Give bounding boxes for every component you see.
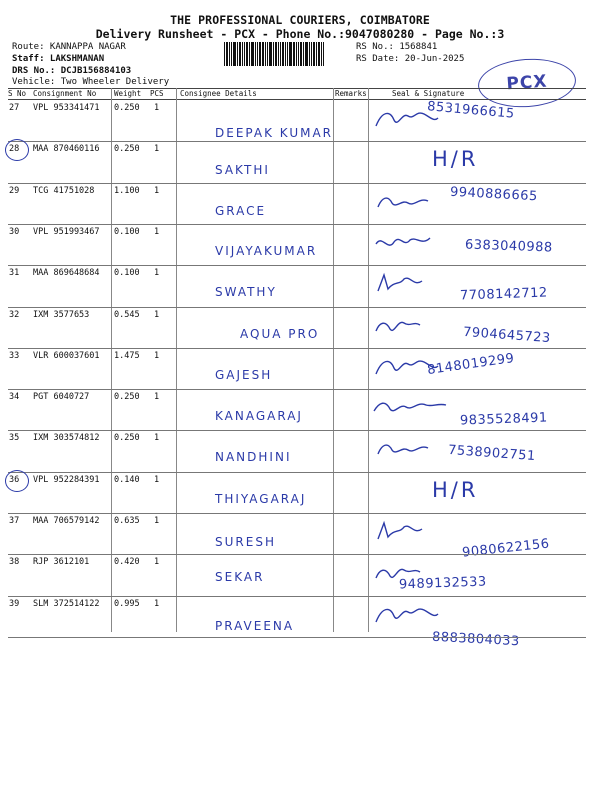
cell-pcs: 1 [154,557,160,568]
cell-pcs: 1 [154,144,160,155]
phone-handwritten: 7904645723 [462,324,552,346]
cell-sno: 31 [9,268,20,279]
header-rule-bottom [8,99,586,100]
row-rule [8,430,586,431]
consignee-handwritten: VIJAYAKUMAR [215,243,318,258]
cell-consignment: PGT 6040727 [33,392,90,403]
cell-weight: 0.250 [114,103,140,113]
phone-handwritten: 8148019299 [426,350,516,378]
cell-sno: 32 [9,309,20,320]
col-header-pcs: PCS [150,89,164,98]
cell-pcs: 1 [154,268,160,279]
consignee-handwritten: SAKTHI [215,163,270,178]
route-label: Route: KANNAPPA NAGAR [12,42,126,52]
vehicle-label: Vehicle: Two Wheeler Delivery [12,77,170,87]
cell-sno: 38 [9,557,20,568]
cell-consignment: RJP 3612101 [33,557,90,568]
cell-pcs: 1 [154,516,160,526]
company-title: THE PROFESSIONAL COURIERS, COIMBATORE [170,13,430,27]
cell-sno: 33 [9,350,20,361]
consignee-handwritten: SWATHY [215,285,277,300]
cell-consignment: SLM 372514122 [33,598,100,609]
cell-pcs: 1 [154,350,160,361]
col-sep [333,88,334,632]
cell-weight: 0.635 [114,516,140,526]
hr-mark: H/R [432,147,479,172]
col-header-consignee: Consignee Details [180,89,257,98]
row-rule [8,596,586,597]
col-header-consignment: Consignment No [33,89,97,98]
consignee-handwritten: SURESH [215,535,276,549]
cell-consignment: TCG 41751028 [33,185,95,196]
phone-handwritten: 8531966615 [426,99,516,122]
phone-handwritten: 9080622156 [461,536,551,561]
col-header-seal: Seal & Signature [392,89,465,98]
consignee-handwritten: DEEPAK KUMAR [215,126,333,140]
barcode [224,42,350,66]
consignee-handwritten: NANDHINI [215,450,292,465]
signature-scribble [372,602,452,630]
row-circle-mark [5,139,29,161]
signature-scribble [372,189,452,217]
consignee-handwritten: PRAVEENA [215,618,295,633]
row-rule [8,513,586,514]
cell-consignment: IXM 303574812 [33,433,100,444]
hr-mark: H/R [432,477,479,502]
signature-scribble [372,519,452,547]
row-rule [8,472,586,473]
cell-sno: 36 [9,474,20,485]
cell-weight: 0.250 [114,144,140,155]
signature-scribble [372,436,452,464]
cell-weight: 0.140 [114,474,140,485]
cell-pcs: 1 [154,185,160,196]
consignee-handwritten: KANAGARAJ [215,409,303,424]
staff-label: Staff: LAKSHMANAN [12,54,105,64]
col-sep [368,88,369,632]
rs-number: RS No.: 1568841 [356,42,438,52]
cell-pcs: 1 [154,598,160,609]
cell-sno: 29 [9,185,20,196]
row-rule [8,265,586,266]
cell-consignment: MAA 870460116 [33,144,100,155]
row-rule [8,141,586,142]
cell-consignment: MAA 869648684 [33,268,100,279]
phone-handwritten: 9835528491 [459,410,548,429]
runsheet-title: Delivery Runsheet - PCX - Phone No.:9047080280 - Page No.:3 [95,27,505,41]
cell-pcs: 1 [154,433,160,444]
cell-sno: 28 [9,144,20,155]
cell-consignment: VPL 953341471 [33,103,100,113]
consignee-handwritten: GAJESH [215,367,273,382]
phone-handwritten: 7708142712 [459,285,548,304]
cell-consignment: MAA 706579142 [33,516,100,526]
cell-weight: 0.250 [114,433,140,444]
cell-sno: 39 [9,598,20,609]
row-rule [8,224,586,225]
col-header-weight: Weight [114,89,142,98]
row-rule [8,554,586,555]
cell-weight: 0.995 [114,598,140,609]
col-sep [111,88,112,632]
cell-weight: 0.420 [114,557,140,568]
cell-weight: 0.100 [114,226,140,237]
row-rule [8,637,586,638]
cell-pcs: 1 [154,392,160,403]
row-rule [8,183,586,184]
phone-handwritten: 9940886665 [449,184,539,204]
phone-handwritten: 8883804033 [431,629,521,649]
col-sep [176,88,177,632]
cell-consignment: IXM 3577653 [33,309,90,320]
col-header-remarks: Remarks [335,89,367,98]
phone-handwritten: 9489132533 [398,574,487,593]
cell-pcs: 1 [154,474,160,485]
phone-handwritten: 6383040988 [464,237,553,256]
signature-scribble [372,313,452,341]
cell-sno: 35 [9,433,20,444]
cell-pcs: 1 [154,226,160,237]
row-rule [8,307,586,308]
phone-handwritten: 7538902751 [447,443,537,465]
cell-pcs: 1 [154,103,160,113]
drs-number: DRS No.: DCJB156884103 [12,66,132,76]
signature-scribble [372,395,452,423]
pcx-stamp: PCX [476,56,577,111]
cell-weight: 1.475 [114,350,140,361]
cell-weight: 0.250 [114,392,140,403]
consignee-handwritten: GRACE [215,203,267,218]
cell-weight: 0.100 [114,268,140,279]
cell-consignment: VPL 952284391 [33,474,100,485]
cell-weight: 1.100 [114,185,140,196]
row-circle-mark [5,470,29,492]
cell-consignment: VPL 951993467 [33,226,100,237]
cell-weight: 0.545 [114,309,140,320]
cell-pcs: 1 [154,309,160,320]
rs-date: RS Date: 20-Jun-2025 [356,54,465,64]
signature-scribble [372,271,452,299]
cell-sno: 27 [9,103,20,113]
consignee-handwritten: AQUA PRO [240,326,320,341]
signature-scribble [372,230,452,258]
row-rule [8,389,586,390]
cell-sno: 34 [9,392,20,403]
cell-sno: 37 [9,516,20,526]
row-rule [8,348,586,349]
consignee-handwritten: THIYAGARAJ [215,491,307,506]
cell-consignment: VLR 600037601 [33,350,100,361]
cell-sno: 30 [9,226,20,237]
col-header-sno: S No [8,89,27,98]
consignee-handwritten: SEKAR [215,570,265,585]
